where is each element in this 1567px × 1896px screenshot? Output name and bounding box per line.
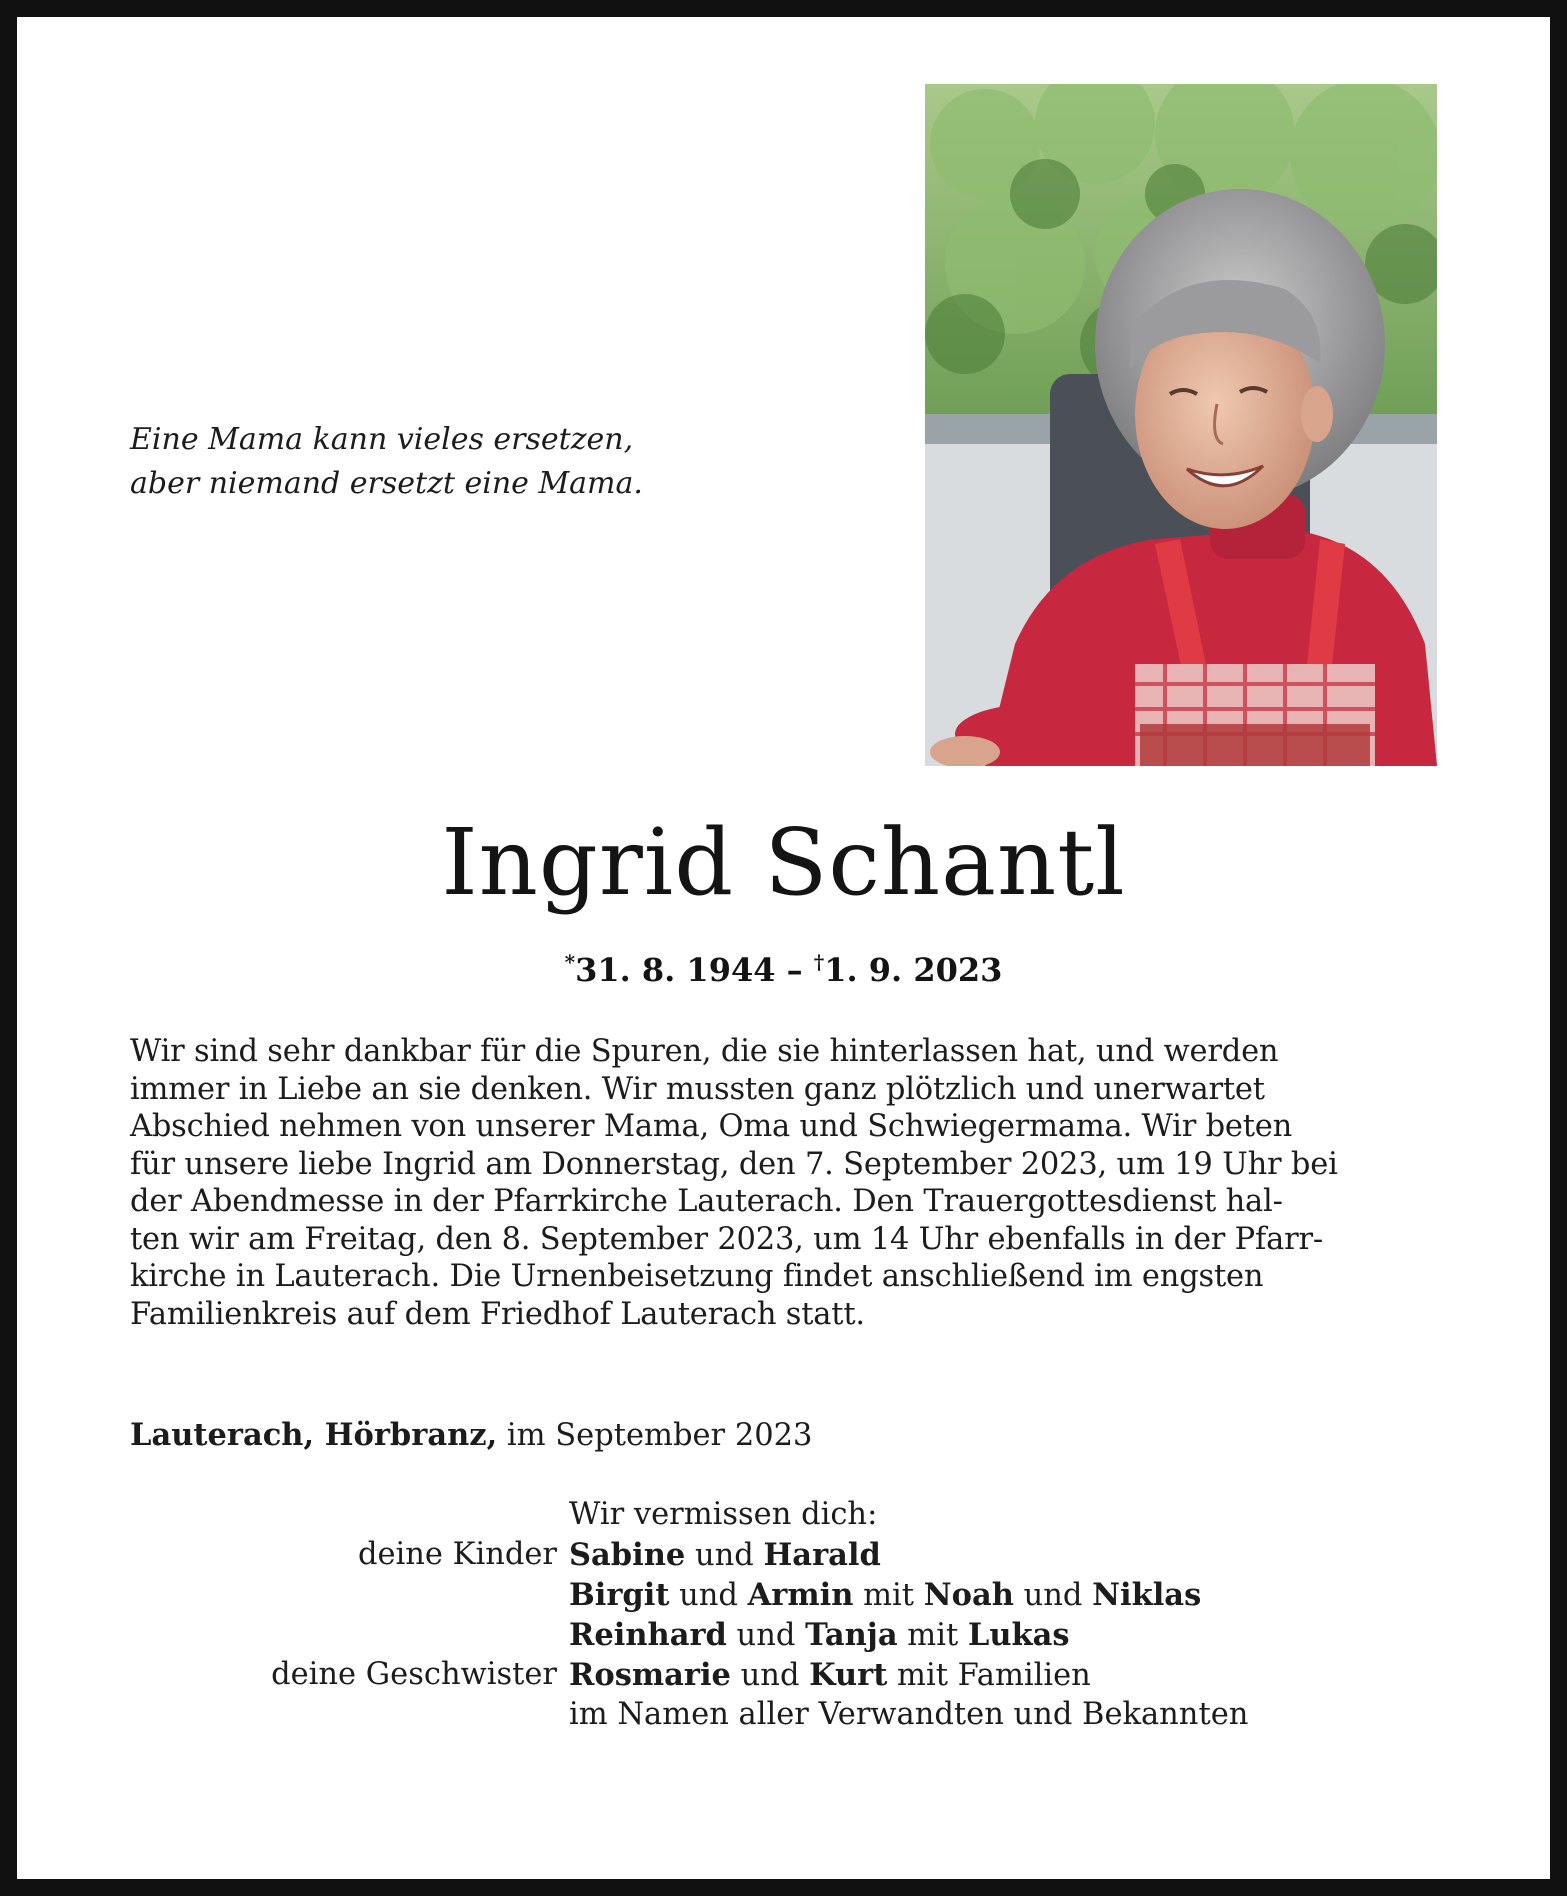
- family-name: Rosmarie: [569, 1657, 731, 1693]
- death-symbol: †: [813, 950, 825, 974]
- conjunction: und: [669, 1578, 748, 1613]
- death-date: 1. 9. 2023: [824, 951, 1003, 989]
- birth-symbol: *: [564, 950, 576, 974]
- portrait-illustration: [925, 84, 1437, 766]
- place-towns: Lauterach, Hörbranz,: [130, 1417, 498, 1453]
- mourners-intro: Wir vermissen dich:: [569, 1497, 878, 1532]
- mourners-list: [0, 1495, 1567, 1735]
- text-line: Abschied nehmen von unserer Mama, Oma und Schwiegermama. Wir beten: [130, 1109, 1293, 1144]
- life-dates: [0, 937, 1567, 995]
- family-name: Kurt: [809, 1657, 888, 1693]
- conjunction: und: [726, 1618, 806, 1653]
- text-line: Wir sind sehr dankbar für die Spuren, die sie hinterlassen hat, und werden: [130, 1034, 1279, 1069]
- family-name: Tanja: [805, 1617, 898, 1653]
- family-name: Noah: [923, 1577, 1014, 1613]
- children-row-1: [0, 1535, 1567, 1575]
- children-row-2: [0, 1575, 1567, 1615]
- conjunction: mit: [897, 1618, 968, 1653]
- conjunction: und: [685, 1538, 764, 1573]
- text-line: kirche in Lauterach. Die Urnenbeisetzung findet anschließend im engsten: [130, 1259, 1264, 1294]
- children-row-3: [0, 1615, 1567, 1655]
- text-line: immer in Liebe an sie denken. Wir mussten ganz plötzlich und unerwartet: [130, 1071, 1265, 1107]
- siblings-label: deine Geschwister: [271, 1657, 557, 1692]
- announcement-text: [130, 1033, 1440, 1333]
- portrait-photo: [925, 84, 1437, 766]
- family-name: Armin: [747, 1577, 854, 1613]
- place-and-date: [130, 1415, 812, 1456]
- conjunction: und: [1013, 1578, 1093, 1613]
- closing-line: im Namen aller Verwandten und Bekannten: [569, 1697, 1249, 1732]
- quote-line-1: Eine Mama kann vieles ersetzen,: [130, 422, 634, 457]
- text-line: Familienkreis auf dem Friedhof Lauterach statt.: [130, 1296, 865, 1332]
- mourners-intro-row: [0, 1495, 1567, 1535]
- siblings-line: [569, 1655, 1091, 1696]
- family-name: Birgit: [569, 1577, 670, 1613]
- children-line-2: [569, 1575, 1201, 1616]
- text-line: für unsere liebe Ingrid am Donnerstag, den 7. September 2023, um 19 Uhr bei: [130, 1146, 1338, 1182]
- place-date: im September 2023: [497, 1418, 813, 1453]
- family-name: Harald: [763, 1537, 881, 1573]
- quote-line-2: aber niemand ersetzt eine Mama.: [130, 466, 643, 501]
- family-name: Reinhard: [569, 1617, 727, 1653]
- children-line-1: [569, 1535, 881, 1576]
- deceased-name: Ingrid Schantl: [441, 809, 1126, 916]
- families-suffix: mit Familien: [887, 1658, 1091, 1693]
- family-name: Lukas: [967, 1617, 1070, 1653]
- memorial-quote: [130, 418, 830, 506]
- children-line-3: [569, 1615, 1070, 1656]
- siblings-row: [0, 1655, 1567, 1695]
- closing-row: [0, 1695, 1567, 1735]
- date-separator: –: [775, 951, 814, 989]
- family-name: Niklas: [1092, 1577, 1202, 1613]
- text-line: der Abendmesse in der Pfarrkirche Lauterach. Den Trauergottesdienst hal-: [130, 1184, 1283, 1219]
- conjunction: und: [730, 1658, 810, 1693]
- birth-date: 31. 8. 1944: [575, 951, 776, 989]
- conjunction: mit: [853, 1578, 924, 1613]
- family-name: Sabine: [569, 1537, 686, 1573]
- text-line: ten wir am Freitag, den 8. September 2023, um 14 Uhr ebenfalls in der Pfarr-: [130, 1221, 1323, 1257]
- children-label: deine Kinder: [357, 1537, 557, 1572]
